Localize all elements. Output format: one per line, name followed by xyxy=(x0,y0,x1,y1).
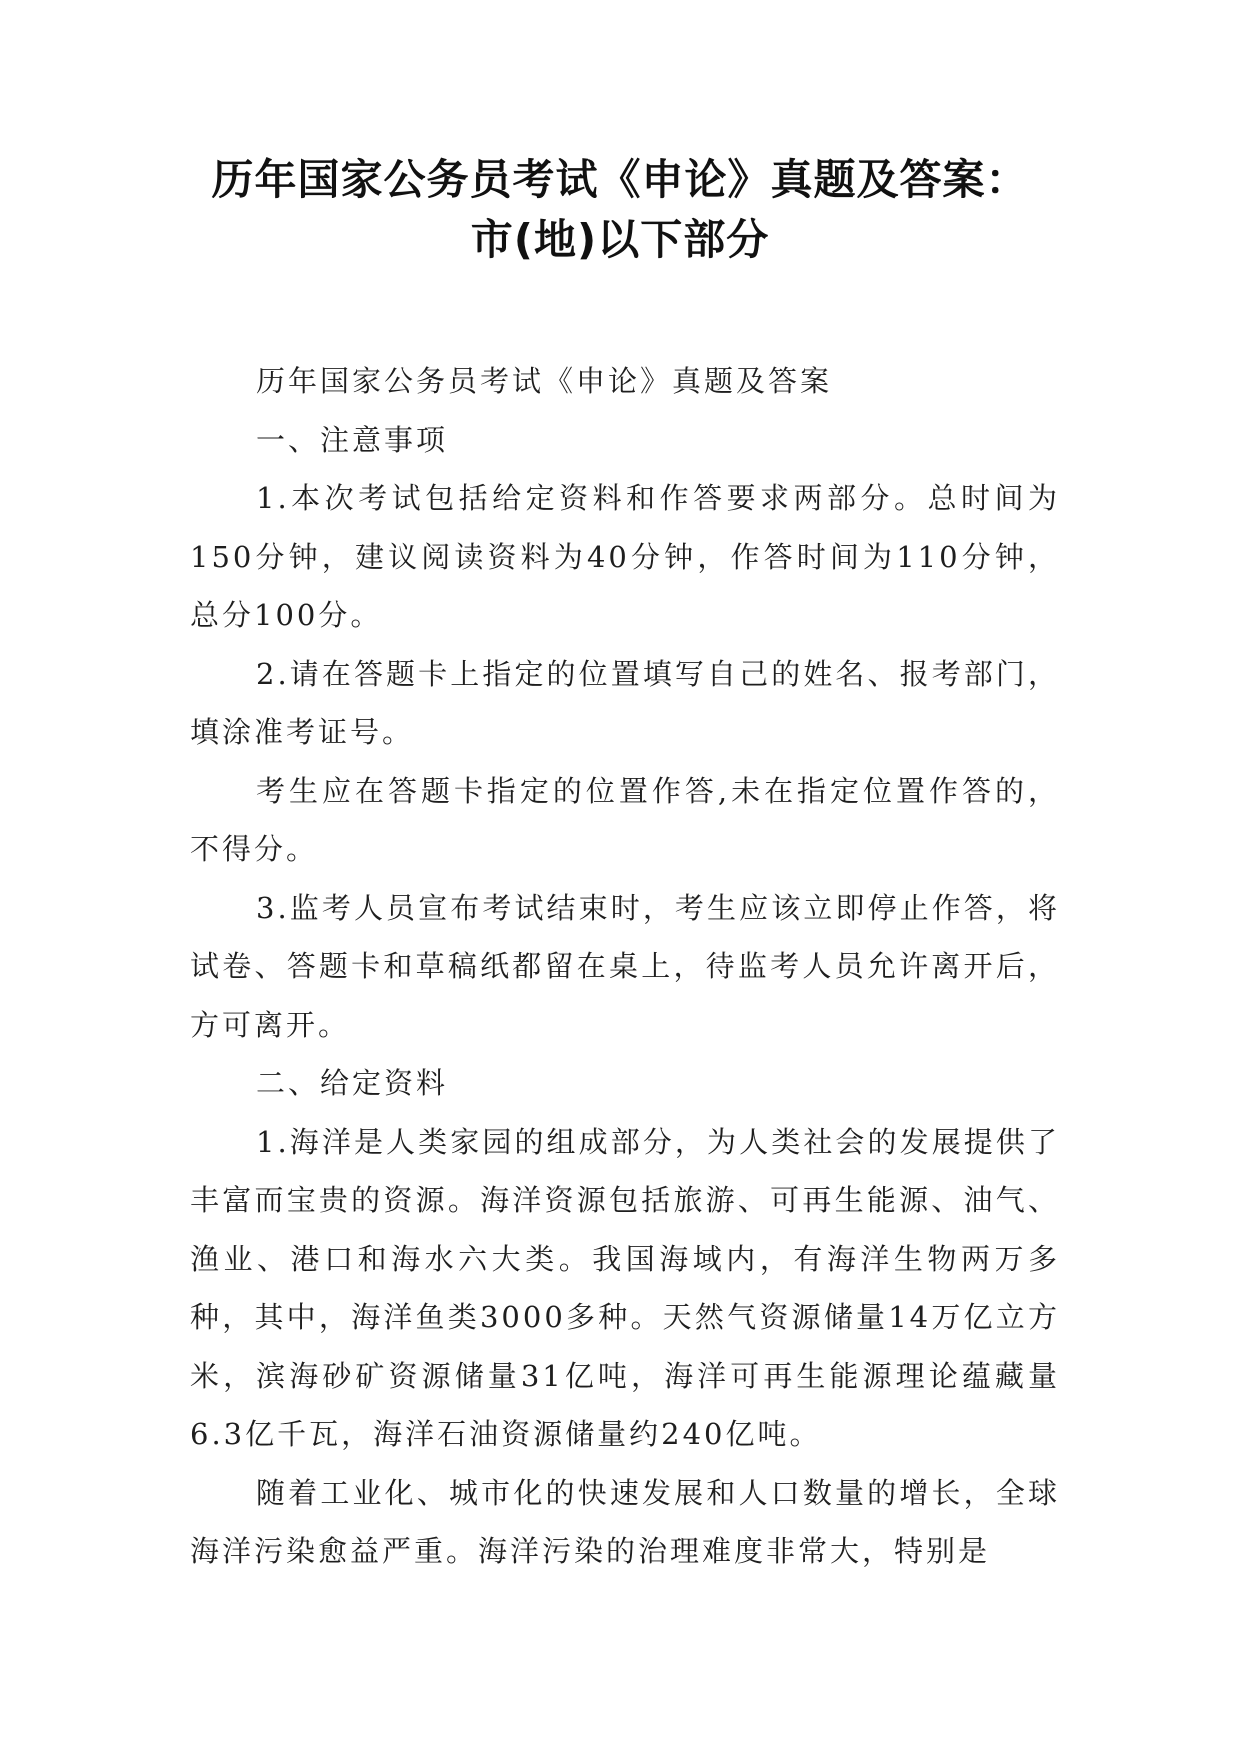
paragraph-note-1: 1.本次考试包括给定资料和作答要求两部分。总时间为150分钟，建议阅读资料为40分钟，作答时间为110分钟，总分100分。 xyxy=(190,481,1060,632)
section-heading-materials: 二、给定资料 xyxy=(256,1066,449,1100)
paragraph-material-1: 1.海洋是人类家园的组成部分，为人类社会的发展提供了丰富而宝贵的资源。海洋资源包括旅游、可再生能源、油气、渔业、港口和海水六大类。我国海域内，有海洋生物两万多种，其中，海洋鱼类3000多种。天然气资源储量14万亿立方米，滨海砂矿资源储量31亿吨，海洋可再生能源理论蕴藏量6.3亿千瓦，海洋石油资源储量约240亿吨。 xyxy=(190,1124,1060,1451)
section-heading-notes: 一、注意事项 xyxy=(256,422,449,457)
paragraph-material-1-cont: 随着工业化、城市化的快速发展和人口数量的增长，全球海洋污染愈益严重。海洋污染的治理难度非常大，特别是 xyxy=(190,1475,1060,1568)
document-title xyxy=(150,150,1090,270)
paragraph-note-3: 3.监考人员宣布考试结束时，考生应该立即停止作答，将试卷、答题卡和草稿纸都留在桌上，待监考人员允许离开后，方可离开。 xyxy=(190,890,1060,1042)
paragraph-note-2-detail: 考生应在答题卡指定的位置作答,未在指定位置作答的，不得分。 xyxy=(190,773,1060,866)
title-line-1: 历年国家公务员考试《申论》真题及答案： xyxy=(211,155,1029,204)
document-body xyxy=(190,352,1060,1581)
paragraph-subtitle: 历年国家公务员考试《申论》真题及答案 xyxy=(256,364,833,398)
paragraph-note-2: 2.请在答题卡上指定的位置填写自己的姓名、报考部门，填涂准考证号。 xyxy=(190,656,1060,749)
title-line-2: 市(地)以下部分 xyxy=(470,215,770,264)
